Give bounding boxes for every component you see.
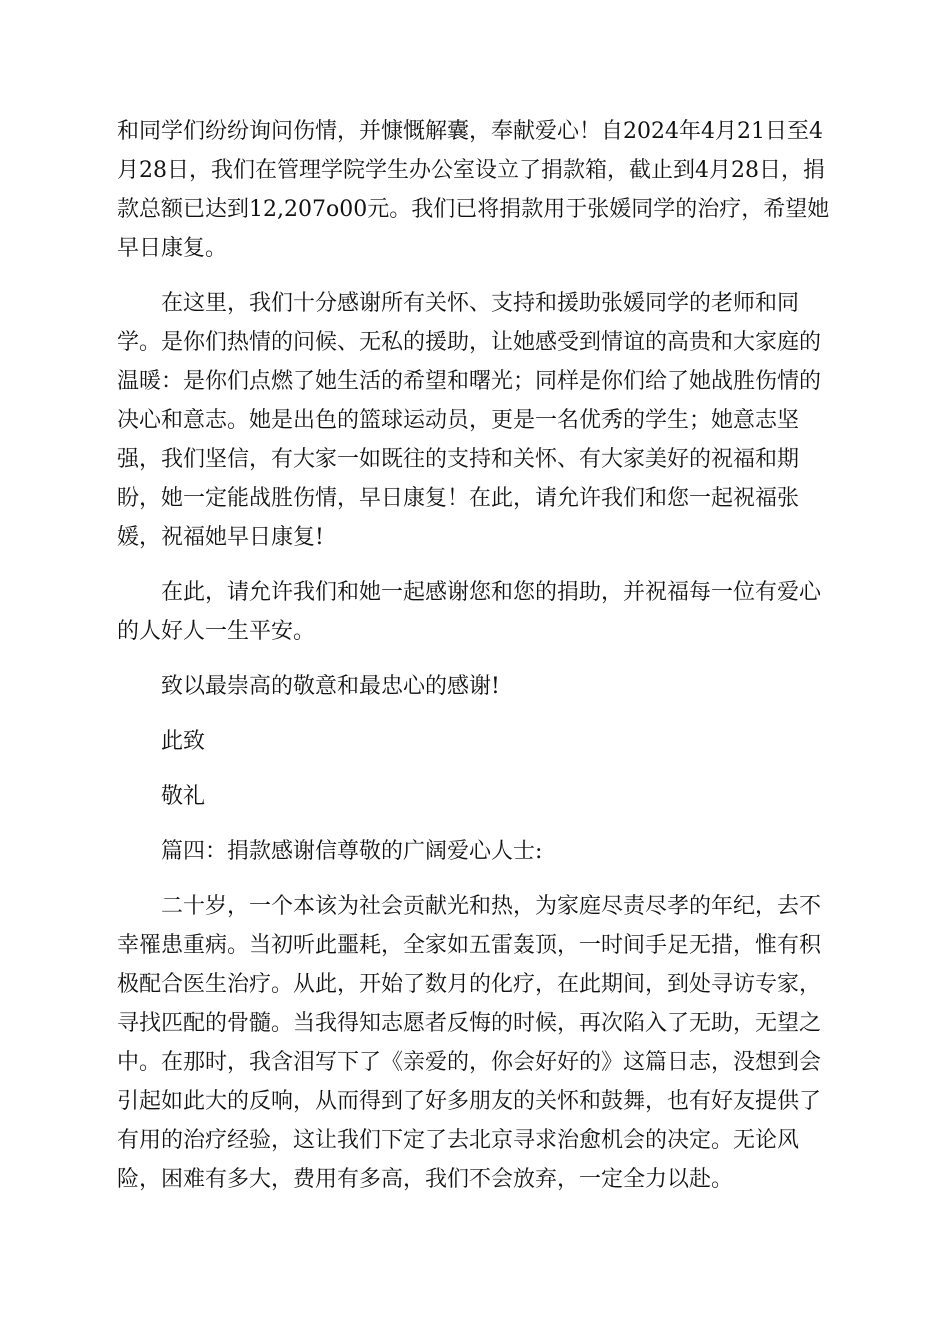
paragraph-story: 二十岁，一个本该为社会贡献光和热，为家庭尽责尽孝的年纪，去不幸罹患重病。当初听此噩耗，全家如五雷轰顶，一时间手足无措，惟有积极配合医生治疗。从此，开始了数月的化疗，在此期间，到处寻访专家，寻找匹配的骨髓。当我得知志愿者反悔的时候，再次陷入了无助，无望之中。在那时，我含泪写下了《亲爱的，你会好好的》这篇日志，没想到会引起如此大的反响，从而得到了好多朋友的关怀和鼓舞，也有好友提供了有用的治疗经验，这让我们下定了去北京寻求治愈机会的决定。无论风险，困难有多大，费用有多高，我们不会放弃，一定全力以赴。 bbox=[117, 894, 822, 1192]
closing-salutation-2: 敬礼 bbox=[161, 784, 206, 809]
paragraph-thanks: 在这里，我们十分感谢所有关怀、支持和援助张媛同学的老师和同学。是你们热情的问候、无私的援助，让她感受到情谊的高贵和大家庭的温暖：是你们点燃了她生活的希望和曙光；同样是你们给了她战胜伤情的决心和意志。她是出色的篮球运动员，更是一名优秀的学生；她意志坚强，我们坚信，有大家一如既往的支持和关怀、有大家美好的祝福和期盼，她一定能战胜伤情，早日康复！在此，请允许我们和您一起祝福张媛，祝福她早日康复! bbox=[117, 291, 822, 550]
paragraph-regards: 致以最崇高的敬意和最忠心的感谢! bbox=[161, 674, 500, 699]
closing-salutation-1: 此致 bbox=[161, 729, 206, 754]
paragraph-blessing: 在此，请允许我们和她一起感谢您和您的捐助，并祝福每一位有爱心的人好人一生平安。 bbox=[117, 580, 822, 644]
letter-body bbox=[117, 112, 835, 1199]
section-heading: 篇四：捐款感谢信尊敬的广阔爱心人士: bbox=[161, 839, 543, 864]
paragraph-donation-summary: 和同学们纷纷询问伤情，并慷慨解囊，奉献爱心！自2024年4月21日至4月28日，我们在管理学院学生办公室设立了捐款箱，截止到4月28日，捐款总额已达到12,207o00元。我们已将捐款用于张媛同学的治疗，希望她早日康复。 bbox=[117, 119, 830, 261]
